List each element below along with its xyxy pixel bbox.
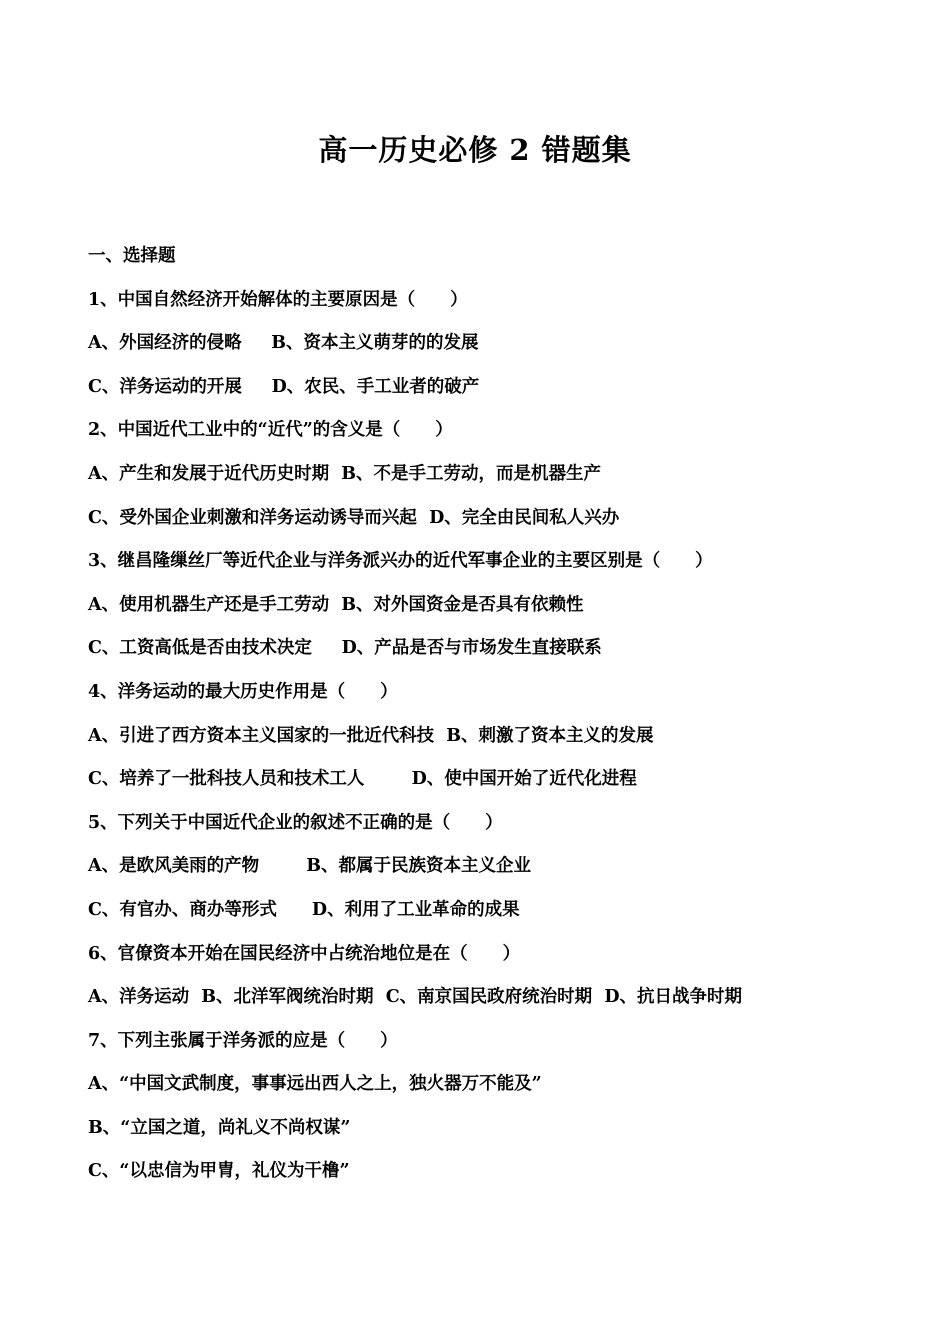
- section-heading: 一、选择题: [88, 246, 176, 266]
- question-3: 3、继昌隆缫丝厂等近代企业与洋务派兴办的近代军事企业的主要区别是（ ）: [88, 551, 713, 572]
- question-2-options-cd: C、受外国企业刺激和洋务运动诱导而兴起 D、完全由民间私人兴办: [88, 507, 620, 528]
- question-list: [88, 235, 928, 1194]
- question-7-option-a: A、“中国文武制度，事事远出西人之上，独火器万不能及”: [88, 1074, 542, 1095]
- question-1: 1、中国自然经济开始解体的主要原因是（ ）: [88, 289, 468, 310]
- question-2: 2、中国近代工业中的“近代”的含义是（ ）: [88, 420, 453, 441]
- question-2-options-ab: A、产生和发展于近代历史时期 B、不是手工劳动，而是机器生产: [88, 463, 602, 484]
- question-3-options-cd: C、工资高低是否由技术决定 D、产品是否与市场发生直接联系: [88, 638, 602, 659]
- question-7-option-c: C、“以忠信为甲胄，礼仪为干橹”: [88, 1161, 350, 1182]
- question-6-options: A、洋务运动 B、北洋军阀统治时期 C、南京国民政府统治时期 D、抗日战争时期: [88, 987, 743, 1008]
- question-1-options-ab: A、外国经济的侵略 B、资本主义萌芽的的发展: [88, 333, 479, 354]
- question-3-options-ab: A、使用机器生产还是手工劳动 B、对外国资金是否具有依赖性: [88, 594, 584, 615]
- question-6: 6、官僚资本开始在国民经济中占统治地位是在（ ）: [88, 943, 521, 964]
- question-4-options-ab: A、引进了西方资本主义国家的一批近代科技 B、刺激了资本主义的发展: [88, 725, 654, 746]
- question-5-options-cd: C、有官办、商办等形式 D、利用了工业革命的成果: [88, 899, 520, 920]
- question-7-option-b: B、“立国之道，尚礼义不尚权谋”: [88, 1117, 351, 1138]
- question-1-options-cd: C、洋务运动的开展 D、农民、手工业者的破产: [88, 376, 480, 397]
- question-5: 5、下列关于中国近代企业的叙述不正确的是（ ）: [88, 812, 503, 833]
- question-4-options-cd: C、培养了一批科技人员和技术工人 D、使中国开始了近代化进程: [88, 769, 637, 790]
- question-4: 4、洋务运动的最大历史作用是（ ）: [88, 681, 398, 702]
- page-title: 高一历史必修 2 错题集: [318, 133, 632, 167]
- question-5-options-ab: A、是欧风美雨的产物 B、都属于民族资本主义企业: [88, 856, 532, 877]
- question-7: 7、下列主张属于洋务派的应是（ ）: [88, 1030, 398, 1051]
